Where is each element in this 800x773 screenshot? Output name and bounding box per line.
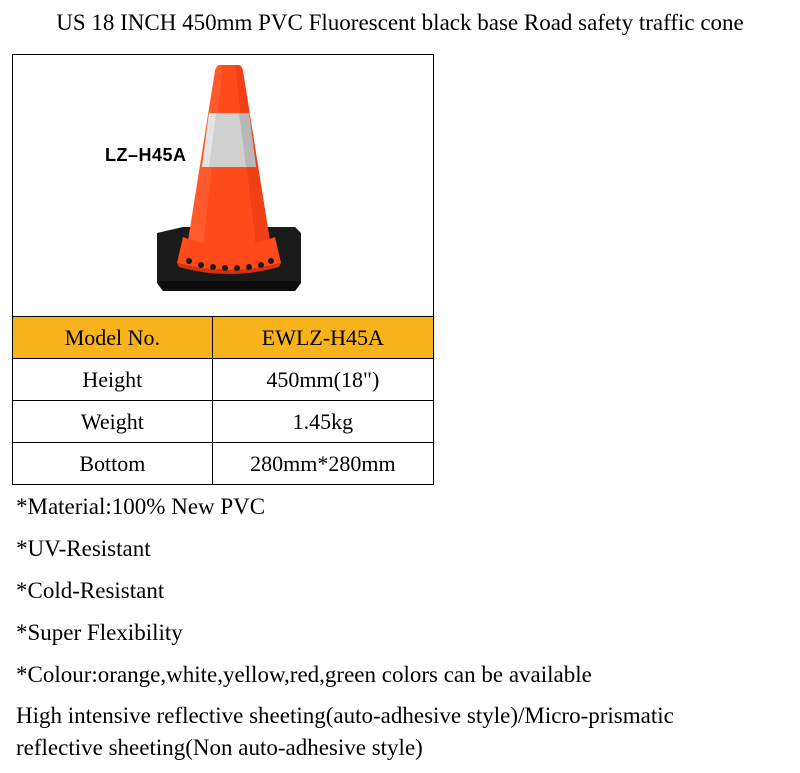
weight-value: 1.45kg bbox=[212, 401, 433, 443]
feature-list bbox=[16, 486, 796, 696]
model-label: LZ–H45A bbox=[105, 145, 187, 165]
feature-material: *Material:100% New PVC bbox=[16, 494, 266, 519]
traffic-cone-image bbox=[13, 55, 433, 316]
height-label: Height bbox=[13, 359, 213, 401]
table-row bbox=[13, 443, 434, 485]
model-no-label: Model No. bbox=[13, 317, 213, 359]
table-row bbox=[13, 401, 434, 443]
reflective-sheeting-note: High intensive reflective sheeting(auto-adhesive style)/Micro-prismatic reflective sheeting(Non auto-adhesive style) bbox=[16, 703, 674, 760]
product-image-cell bbox=[13, 55, 434, 317]
model-no-value: EWLZ-H45A bbox=[212, 317, 433, 359]
table-header-row bbox=[13, 317, 434, 359]
feature-cold-resistant: *Cold-Resistant bbox=[16, 578, 165, 603]
weight-label: Weight bbox=[13, 401, 213, 443]
feature-uv-resistant: *UV-Resistant bbox=[16, 536, 151, 561]
table-row bbox=[13, 359, 434, 401]
feature-flexibility: *Super Flexibility bbox=[16, 620, 183, 645]
product-image bbox=[13, 55, 433, 316]
spec-table bbox=[12, 54, 434, 485]
feature-colour: *Colour:orange,white,yellow,red,green colors can be available bbox=[16, 662, 592, 687]
bottom-label: Bottom bbox=[13, 443, 213, 485]
page-title: US 18 INCH 450mm PVC Fluorescent black base Road safety traffic cone bbox=[56, 10, 744, 35]
bottom-value: 280mm*280mm bbox=[212, 443, 433, 485]
height-value: 450mm(18") bbox=[212, 359, 433, 401]
